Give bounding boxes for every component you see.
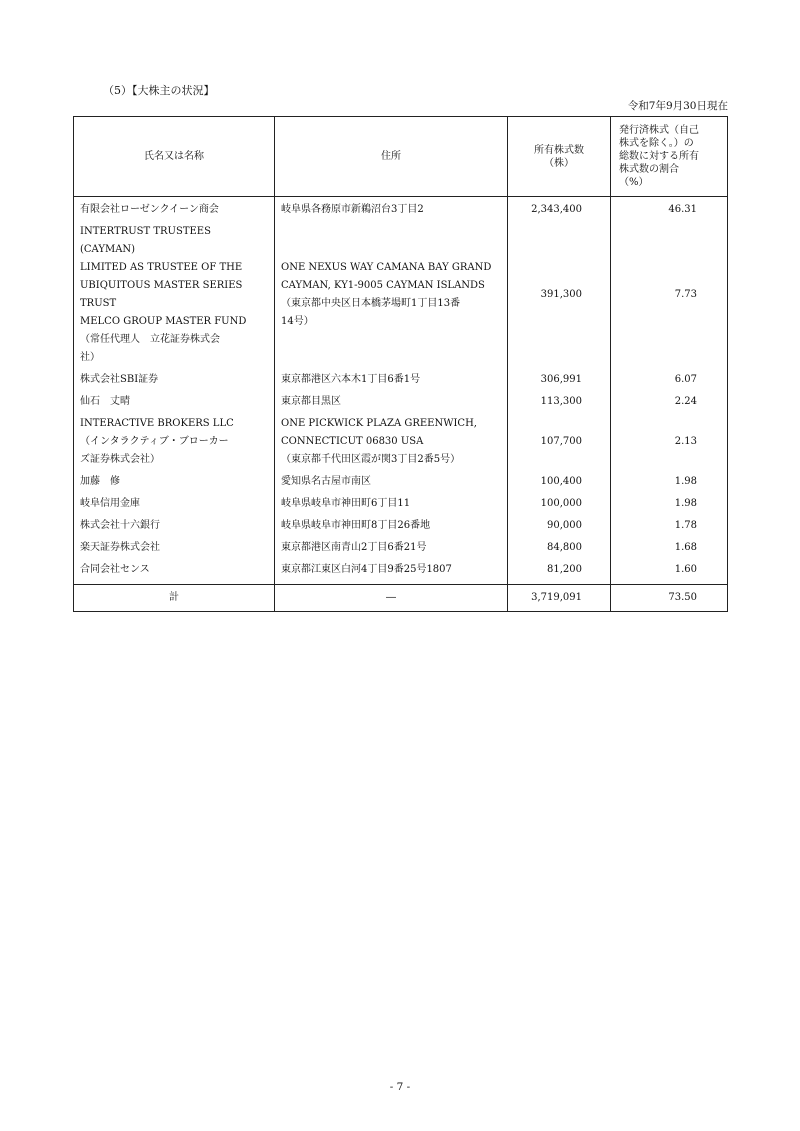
total-address: ― xyxy=(275,585,508,612)
cell-address: ONE NEXUS WAY CAMANA BAY GRAND CAYMAN, KY1-9005 CAYMAN ISLANDS （東京都中央区日本橋茅場町1丁目13番 14号） xyxy=(275,221,508,369)
cell-name: INTERTRUST TRUSTEES (CAYMAN) LIMITED AS TRUSTEE OF THE UBIQUITOUS MASTER SERIES TRUST MELCO GROUP MASTER FUND （常任代理人 立花証券株式会 社） xyxy=(74,221,275,369)
cell-name: 岐阜信用金庫 xyxy=(74,493,275,515)
cell-address: 東京都江東区白河4丁目9番25号1807 xyxy=(275,559,508,585)
page-number: - 7 - xyxy=(389,1081,411,1093)
cell-address: 東京都目黒区 xyxy=(275,391,508,413)
cell-ratio: 1.98 xyxy=(611,493,728,515)
total-ratio: 73.50 xyxy=(611,585,728,612)
cell-ratio: 6.07 xyxy=(611,369,728,391)
cell-ratio: 1.78 xyxy=(611,515,728,537)
cell-name: 仙石 丈晴 xyxy=(74,391,275,413)
cell-name: 有限会社ローゼンクイーン商会 xyxy=(74,197,275,222)
table-row xyxy=(74,471,728,493)
cell-ratio: 1.68 xyxy=(611,537,728,559)
table-row xyxy=(74,515,728,537)
cell-address: 岐阜県各務原市新鵜沼台3丁目2 xyxy=(275,197,508,222)
cell-address: 岐阜県岐阜市神田町8丁目26番地 xyxy=(275,515,508,537)
section-title: （5）【大株主の状況】 xyxy=(103,84,215,97)
cell-shares: 306,991 xyxy=(508,369,611,391)
total-shares: 3,719,091 xyxy=(508,585,611,612)
cell-address: 東京都港区六本木1丁目6番1号 xyxy=(275,369,508,391)
cell-shares: 107,700 xyxy=(508,413,611,471)
table-row xyxy=(74,391,728,413)
cell-shares: 100,000 xyxy=(508,493,611,515)
header-ratio: 発行済株式（自己 株式を除く。）の 総数に対する所有 株式数の割合 （%） xyxy=(611,117,728,197)
cell-shares: 391,300 xyxy=(508,221,611,369)
cell-address: 東京都港区南青山2丁目6番21号 xyxy=(275,537,508,559)
total-row xyxy=(74,585,728,612)
table-row xyxy=(74,221,728,369)
cell-shares: 84,800 xyxy=(508,537,611,559)
cell-name: 株式会社十六銀行 xyxy=(74,515,275,537)
cell-address: ONE PICKWICK PLAZA GREENWICH, CONNECTICUT 06830 USA （東京都千代田区霞が関3丁目2番5号） xyxy=(275,413,508,471)
table-row xyxy=(74,559,728,585)
cell-address: 岐阜県岐阜市神田町6丁目11 xyxy=(275,493,508,515)
cell-shares: 100,400 xyxy=(508,471,611,493)
cell-ratio: 46.31 xyxy=(611,197,728,222)
header-row xyxy=(74,117,728,197)
cell-ratio: 1.98 xyxy=(611,471,728,493)
header-address: 住所 xyxy=(275,117,508,197)
table-row xyxy=(74,537,728,559)
cell-name: 合同会社センス xyxy=(74,559,275,585)
cell-address: 愛知県名古屋市南区 xyxy=(275,471,508,493)
cell-name: 株式会社SBI証券 xyxy=(74,369,275,391)
total-label: 計 xyxy=(74,585,275,612)
cell-name: INTERACTIVE BROKERS LLC （インタラクティブ・ブローカー ズ証券株式会社） xyxy=(74,413,275,471)
cell-shares: 81,200 xyxy=(508,559,611,585)
table-row xyxy=(74,493,728,515)
table-body xyxy=(74,197,728,585)
cell-ratio: 2.24 xyxy=(611,391,728,413)
cell-name: 楽天証券株式会社 xyxy=(74,537,275,559)
table-row xyxy=(74,369,728,391)
cell-ratio: 1.60 xyxy=(611,559,728,585)
header-name: 氏名又は名称 xyxy=(74,117,275,197)
as-of-date: 令和7年9月30日現在 xyxy=(627,100,728,112)
cell-ratio: 7.73 xyxy=(611,221,728,369)
major-shareholders-table xyxy=(73,116,728,612)
cell-shares: 90,000 xyxy=(508,515,611,537)
cell-name: 加藤 修 xyxy=(74,471,275,493)
cell-shares: 113,300 xyxy=(508,391,611,413)
table-row xyxy=(74,197,728,222)
cell-ratio: 2.13 xyxy=(611,413,728,471)
header-shares: 所有株式数 （株） xyxy=(508,117,611,197)
table-row xyxy=(74,413,728,471)
cell-shares: 2,343,400 xyxy=(508,197,611,222)
